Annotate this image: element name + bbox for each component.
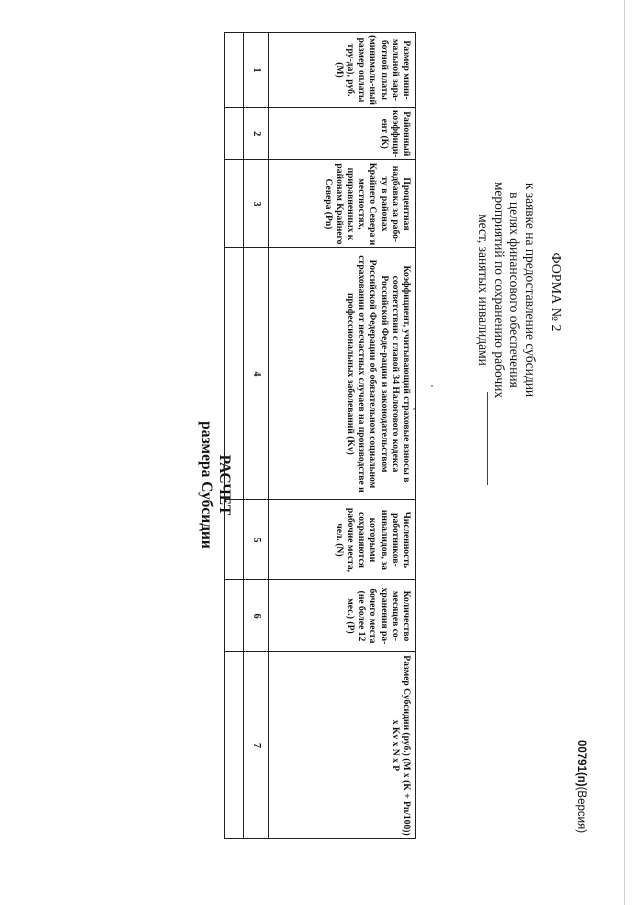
- header-cell: Процентная надбавка за рабо-ту в районах Крайнего Севера и местностях, приравненных к районам Крайнего Севера (Pn): [269, 160, 416, 248]
- title-line-2: размера Субсидии: [198, 421, 215, 549]
- column-number: 2: [244, 108, 269, 160]
- empty-cell: [225, 652, 244, 839]
- table-empty-row: [225, 33, 244, 839]
- empty-cell: [225, 500, 244, 580]
- header-cell: Количество месяцев со-хранения ра-бочего места (не более 12 мес.) (P): [269, 580, 416, 652]
- column-number: 6: [244, 580, 269, 652]
- header-cell: Коэффициент, учитывающий страховые взносы в соответствии с главой 34 Налогового кодекса Российской Феде-рации и законодательством Российской Федерации об обязательном социальном страховании от несчастных случаев на производстве и профессиональных заболеваний (Kv): [269, 248, 416, 500]
- pen-mark: [487, 392, 488, 485]
- form-subtitle-line: к заявке на предоставление субсидии: [523, 182, 538, 398]
- header-cell: Численность работников-инвалидов, за которыми сохраняются рабочие места, чел. (N): [269, 500, 416, 580]
- subsidy-table: [224, 32, 416, 839]
- column-number: 7: [244, 652, 269, 839]
- table-header-row: [269, 33, 416, 839]
- empty-cell: [225, 248, 244, 500]
- column-number: 1: [244, 33, 269, 108]
- scan-dot: [431, 385, 433, 387]
- empty-cell: [225, 580, 244, 652]
- document-version: (Версия): [575, 786, 587, 834]
- table-number-row: [244, 33, 269, 839]
- empty-cell: [225, 108, 244, 160]
- title-line-1: РАСЧЕТ: [216, 454, 233, 516]
- form-subtitle-line: мест, занятых инвалидами: [476, 214, 492, 366]
- form-number: ФОРМА № 2: [548, 252, 563, 332]
- form-subtitle: [476, 140, 538, 440]
- header-cell: Размер мини-мальной зара-ботной платы (минималь-ный размер оплаты тру-да), руб. (М): [269, 33, 416, 108]
- column-number: 5: [244, 500, 269, 580]
- document-code-number: 00791(п): [575, 740, 587, 787]
- scan-dot: [413, 408, 415, 410]
- form-subtitle-line: мероприятий по сохранению рабочих: [492, 181, 507, 399]
- column-number: 4: [244, 248, 269, 500]
- header-cell: Районный коэффици-ент (К): [269, 108, 416, 160]
- form-subtitle-line: в целях финансового обеспечения: [507, 192, 523, 388]
- document-code: [575, 740, 587, 833]
- empty-cell: [225, 33, 244, 108]
- column-number: 3: [244, 160, 269, 248]
- empty-cell: [225, 160, 244, 248]
- header-cell: Размер Субсидии (руб.) (M x (K + Pn/100)) x Kv x N x P: [269, 652, 416, 839]
